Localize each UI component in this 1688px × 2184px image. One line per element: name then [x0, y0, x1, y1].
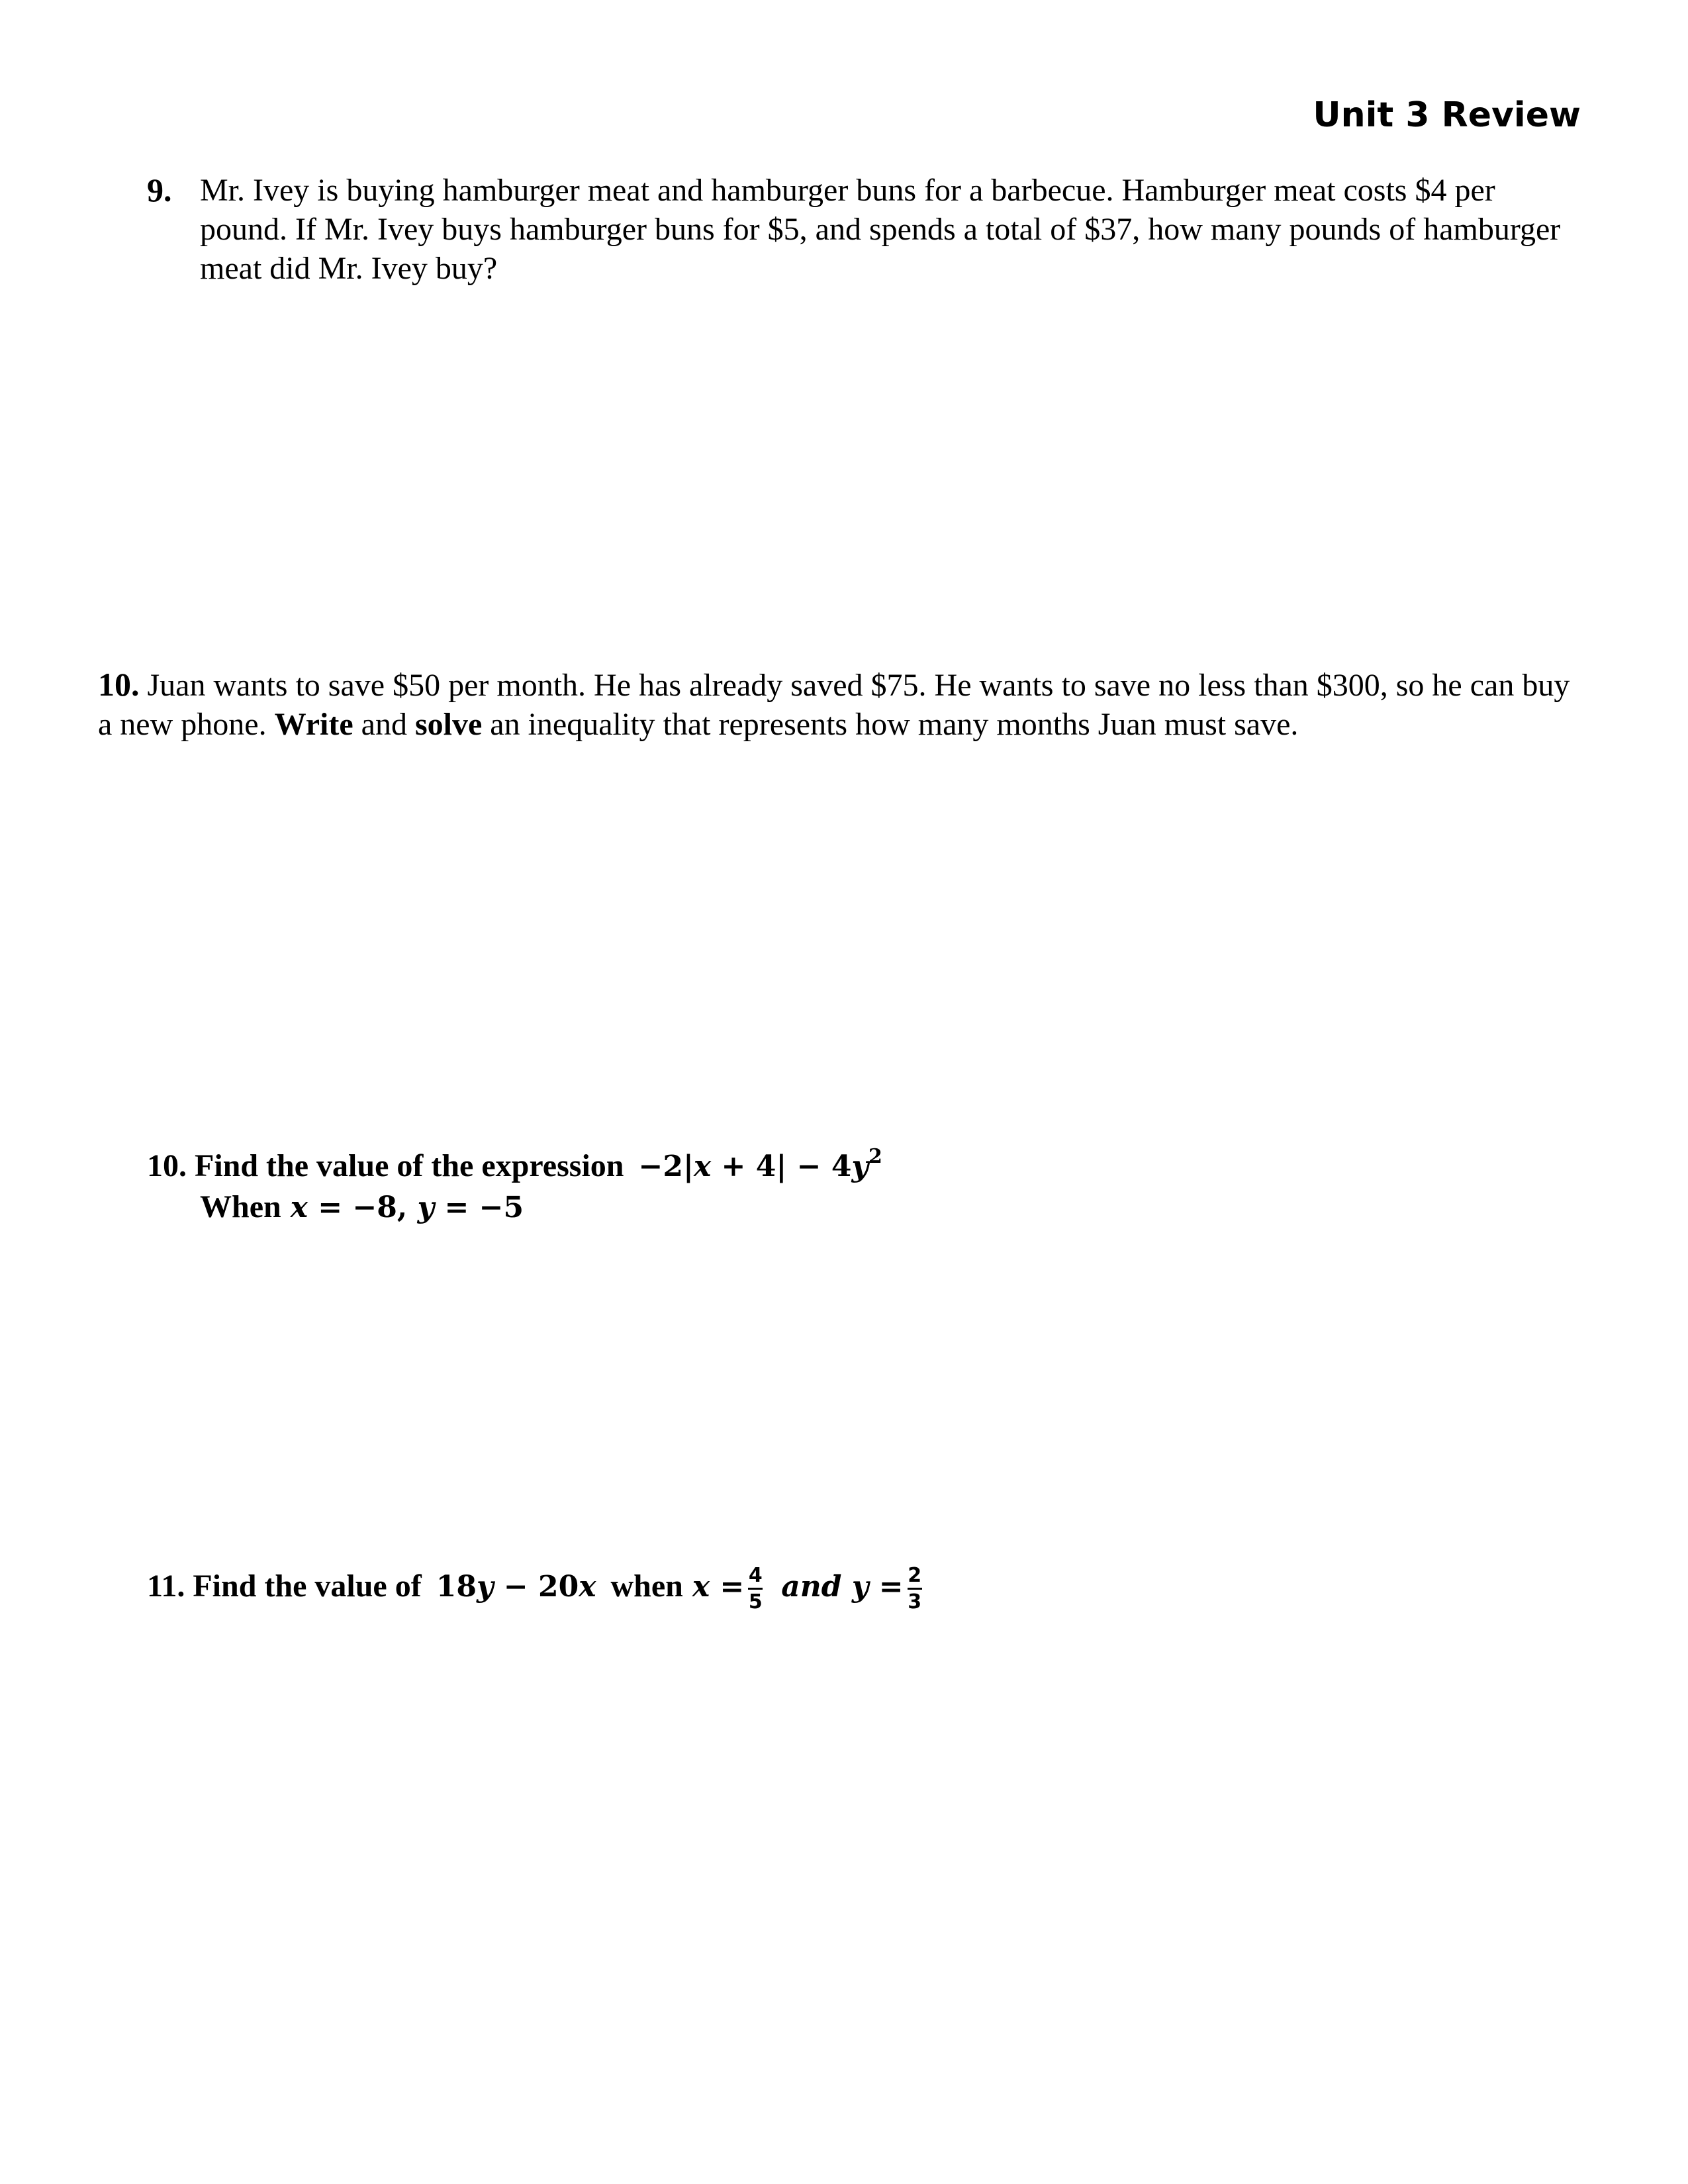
math-variable: x: [692, 1570, 710, 1604]
when-label: When: [200, 1189, 281, 1224]
math-part: = −8,: [307, 1191, 418, 1224]
fraction-y: [908, 1565, 922, 1614]
math-part: + 4| − 4: [711, 1150, 852, 1183]
math-part: 18: [436, 1570, 477, 1604]
math-variable: y: [417, 1191, 435, 1224]
math-part: =: [710, 1570, 745, 1604]
math-part: − 20: [493, 1570, 579, 1604]
fraction-numerator: 2: [908, 1563, 922, 1587]
fraction-bar: [908, 1588, 922, 1590]
math-values: [692, 1563, 926, 1614]
question-text: and: [353, 707, 415, 742]
values-line: [147, 1187, 1272, 1227]
when-label: when: [610, 1569, 683, 1604]
emphasis-write: Write: [274, 707, 353, 742]
fraction-denominator: 3: [908, 1590, 922, 1614]
question-number: 10.: [98, 666, 140, 703]
question-text: an inequality that represents how many months Juan must save.: [482, 707, 1299, 742]
math-exponent: 2: [868, 1145, 882, 1168]
math-variable: x: [579, 1570, 596, 1604]
math-variable: x: [290, 1191, 308, 1224]
math-variable: y: [851, 1570, 869, 1604]
math-variable: y: [476, 1570, 494, 1604]
question-number: 9.: [147, 171, 172, 208]
fraction-denominator: 5: [748, 1590, 763, 1614]
question-prompt: 10. Find the value of the expression: [147, 1148, 624, 1183]
math-part: = −5: [434, 1191, 524, 1224]
fraction-bar: [748, 1588, 763, 1590]
math-values: [291, 1191, 524, 1224]
expression-line: [147, 1146, 1272, 1187]
question-11: [147, 1563, 1272, 1614]
page-title: Unit 3 Review: [1313, 95, 1581, 135]
math-variable: x: [693, 1150, 712, 1183]
math-expression: [638, 1145, 882, 1183]
question-text: Mr. Ivey is buying hamburger meat and hamburger buns for a barbecue. Hamburger meat costs $4 per pound. If Mr. Ivey buys hamburger buns for $5, and spends a total of $37, how many pounds of hamburger meat did Mr. Ivey buy?: [200, 173, 1561, 286]
emphasis-solve: solve: [414, 707, 483, 742]
fraction-x: [748, 1565, 763, 1614]
question-10-expression: [147, 1146, 1272, 1227]
math-variable: y: [851, 1150, 869, 1183]
question-text: Juan wants to save $50 per month. He has already saved $75. He wants to save no less than $300, so he can buy a new phone.: [98, 668, 1570, 742]
math-part: −2|: [638, 1150, 694, 1183]
math-part: =: [868, 1570, 904, 1604]
fraction-numerator: 4: [748, 1563, 763, 1587]
question-10-inequality: [98, 665, 1581, 744]
question-prompt: 11. Find the value of: [147, 1569, 422, 1604]
math-expression: [436, 1570, 596, 1604]
math-and: and: [781, 1570, 842, 1604]
